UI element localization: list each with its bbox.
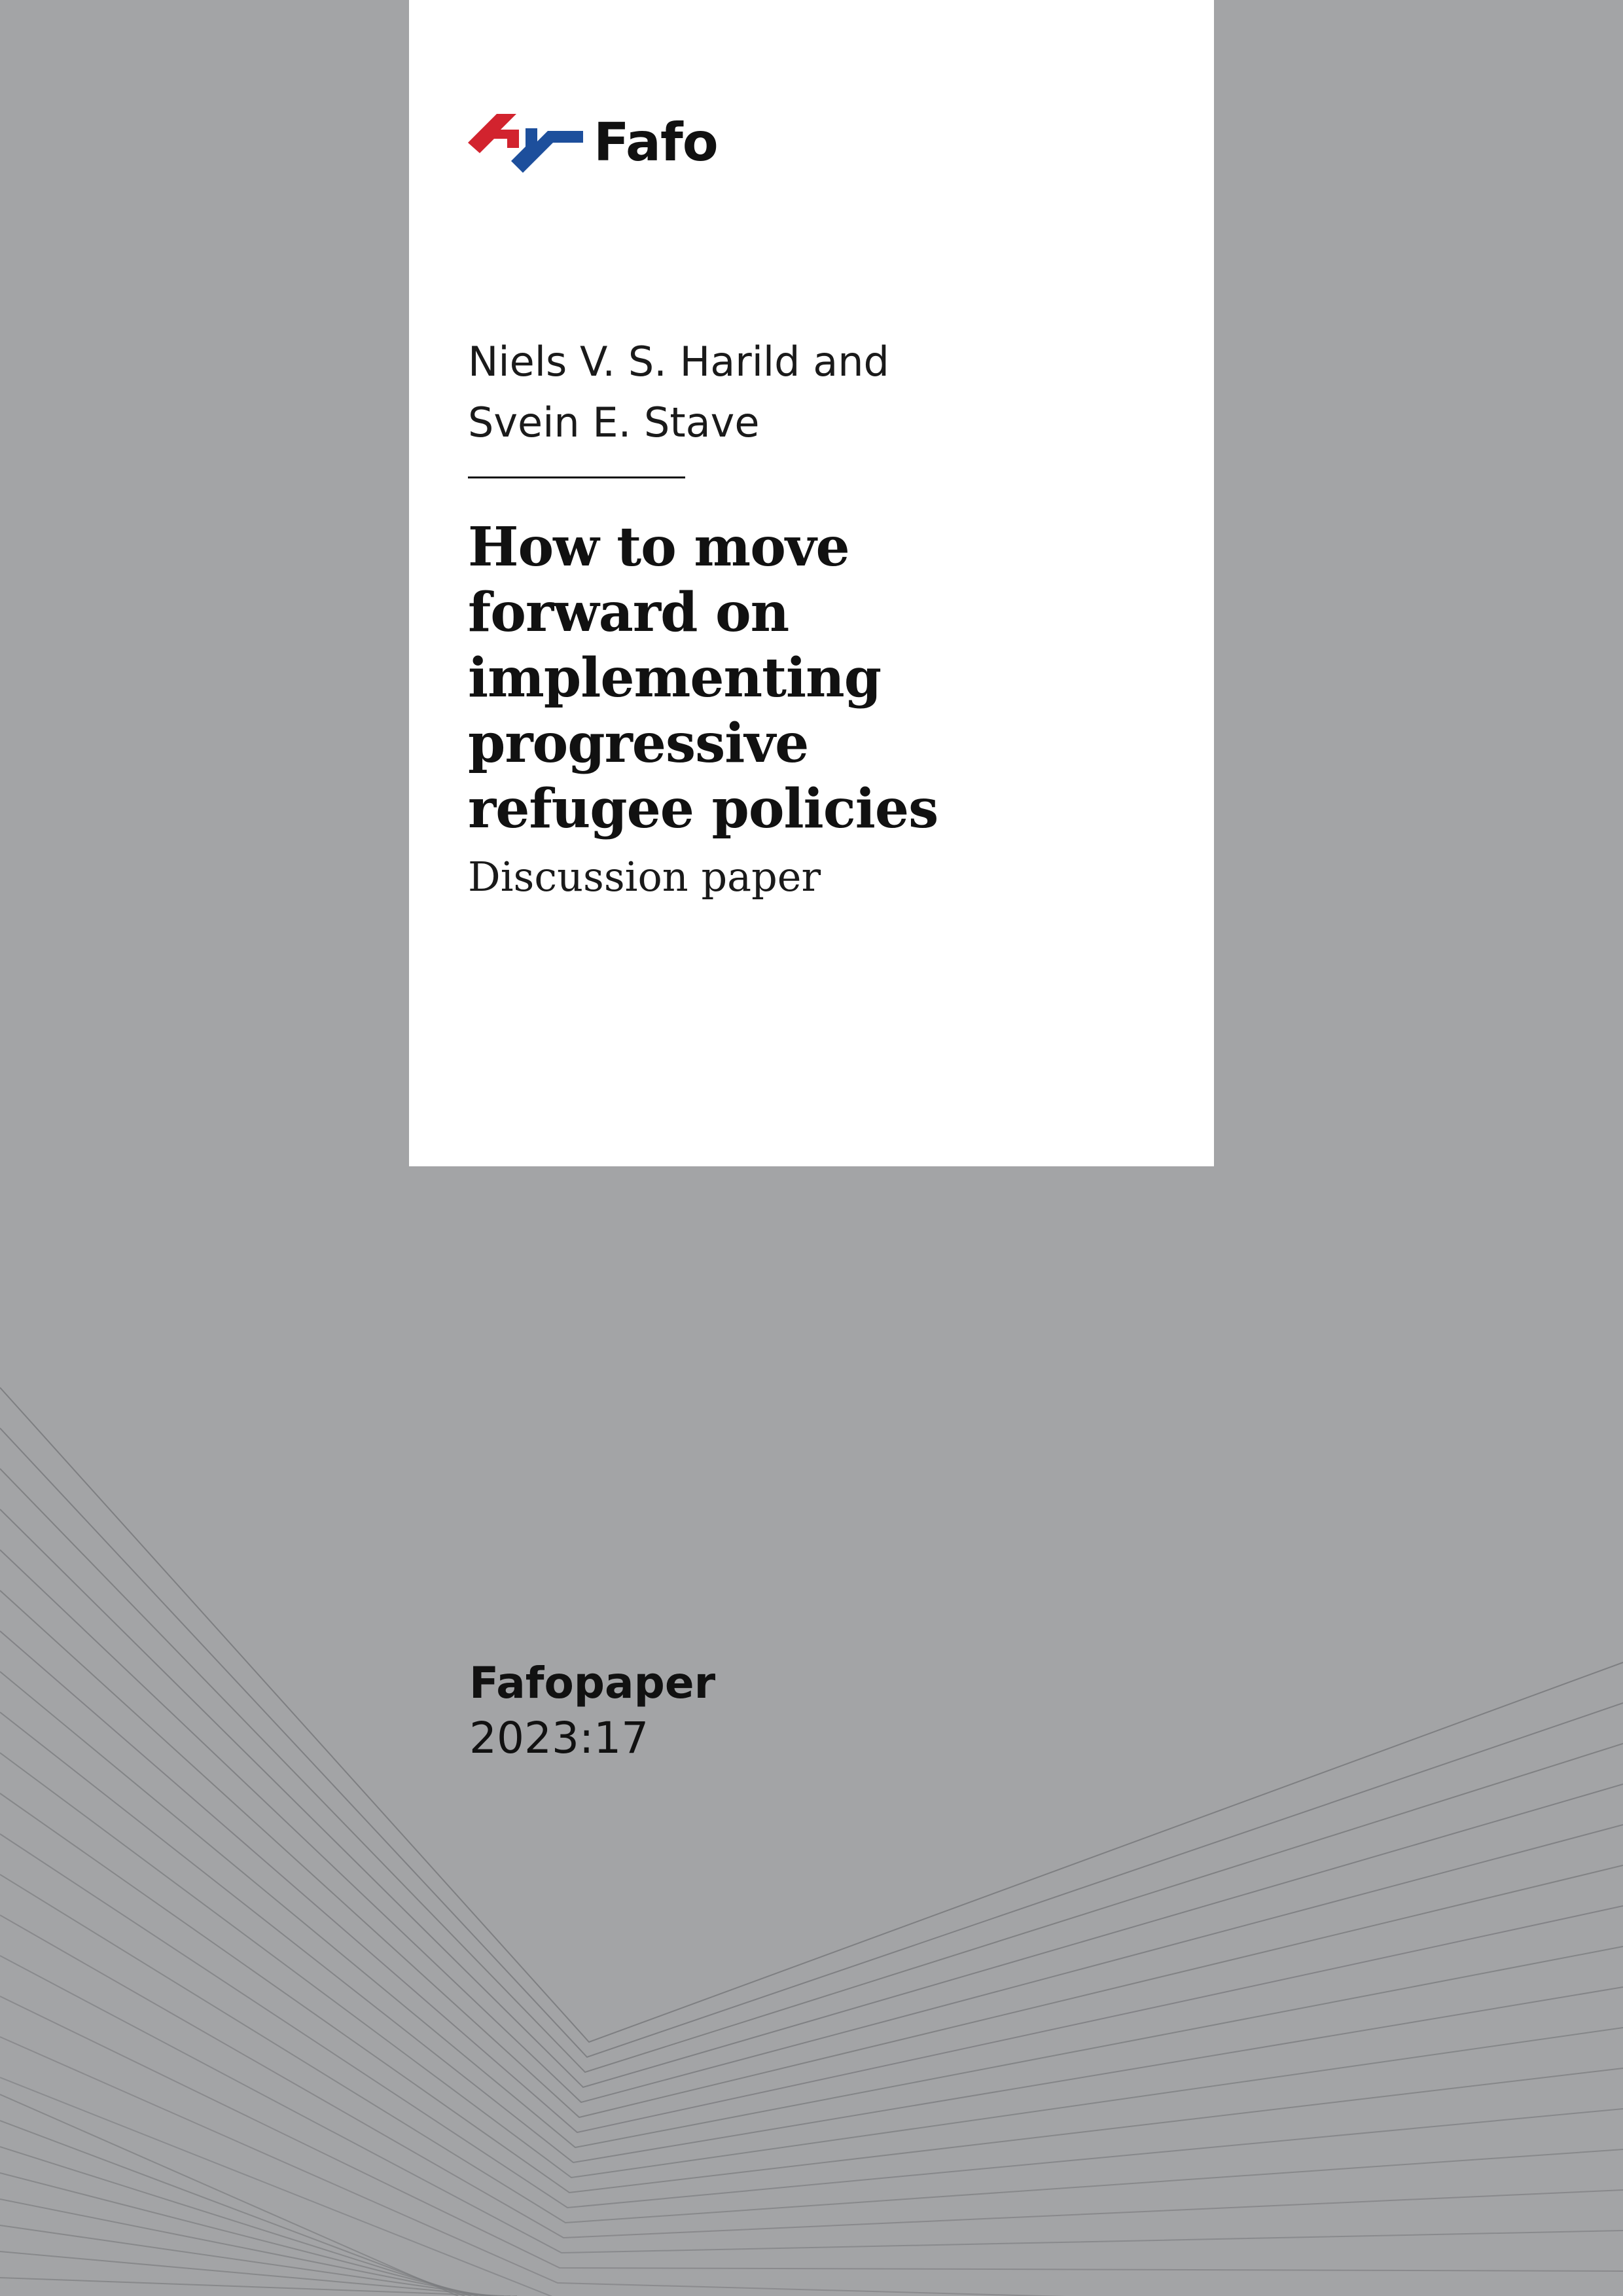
pattern-line — [0, 1874, 1623, 2223]
title-card — [409, 0, 1214, 1166]
divider — [468, 476, 685, 478]
pattern-line — [0, 2173, 478, 2296]
fafo-logo — [468, 102, 718, 183]
series-number: 2023:17 — [469, 1713, 649, 1763]
author-line: Niels V. S. Harild and — [468, 338, 889, 386]
pattern-line — [0, 1428, 1623, 2057]
title-line: forward on — [468, 581, 789, 644]
pattern-line — [0, 1672, 1623, 2147]
pattern-line — [0, 2147, 471, 2296]
logo-red-shape — [468, 114, 519, 153]
pattern-line — [0, 2251, 497, 2296]
series-name: Fafopaper — [469, 1658, 716, 1708]
pattern-line — [0, 1469, 1623, 2072]
title-line: progressive — [468, 712, 809, 775]
pattern-line — [0, 2121, 465, 2296]
title-line: How to move — [468, 516, 849, 579]
fafo-logo-mark-icon — [468, 102, 583, 183]
logo-wordmark: Fafo — [594, 112, 718, 173]
series-info — [469, 1655, 715, 1765]
pattern-line — [0, 1996, 1623, 2271]
title-line: refugee policies — [468, 778, 938, 840]
pattern-line — [0, 1550, 1623, 2102]
pattern-line — [0, 2077, 1623, 2296]
author-line: Svein E. Stave — [468, 399, 760, 446]
pattern-line — [0, 1590, 1623, 2117]
document-title — [468, 514, 1175, 842]
document-subtitle: Discussion paper — [468, 853, 821, 901]
authors — [468, 331, 1155, 453]
pattern-line — [0, 2199, 484, 2296]
logo-blue-shape — [511, 128, 583, 173]
pattern-line — [0, 1712, 1623, 2162]
title-line: implementing — [468, 647, 882, 709]
pattern-line — [0, 1631, 1623, 2132]
pattern-line — [0, 2094, 458, 2296]
pattern-line — [0, 1388, 1623, 2042]
